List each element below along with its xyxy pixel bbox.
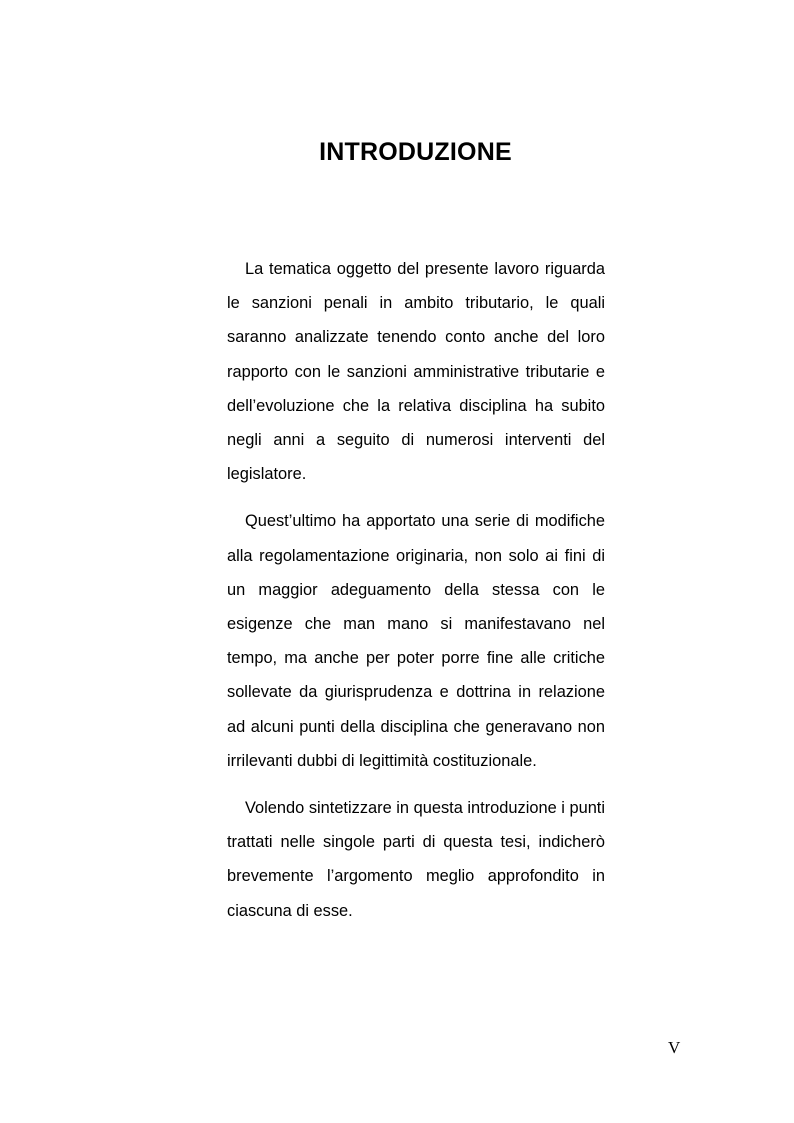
body-text <box>227 252 605 941</box>
paragraph-1: La tematica oggetto del presente lavoro riguarda le sanzioni penali in ambito tributario, le quali saranno analizzate tenendo conto anche del loro rapporto con le sanzioni amministrative tributarie e dell’evoluzione che la relativa disciplina ha subito negli anni a seguito di numerosi interventi del legislatore. <box>227 260 605 484</box>
page-number: V <box>668 1038 681 1057</box>
chapter-title: INTRODUZIONE <box>319 138 512 166</box>
paragraph-3: Volendo sintetizzare in questa introduzione i punti trattati nelle singole parti di questa tesi, indicherò brevemente l’argomento meglio approfondito in ciascuna di esse. <box>227 799 605 920</box>
paragraph-2: Quest’ultimo ha apportato una serie di modifiche alla regolamentazione originaria, non solo ai fini di un maggior adeguamento della stessa con le esigenze che man mano si manifestavano nel tempo, ma anche per poter porre fine alle critiche sollevate da giurisprudenza e dottrina in relazione ad alcuni punti della disciplina che generavano non irrilevanti dubbi di legittimità costituzionale. <box>227 512 605 770</box>
